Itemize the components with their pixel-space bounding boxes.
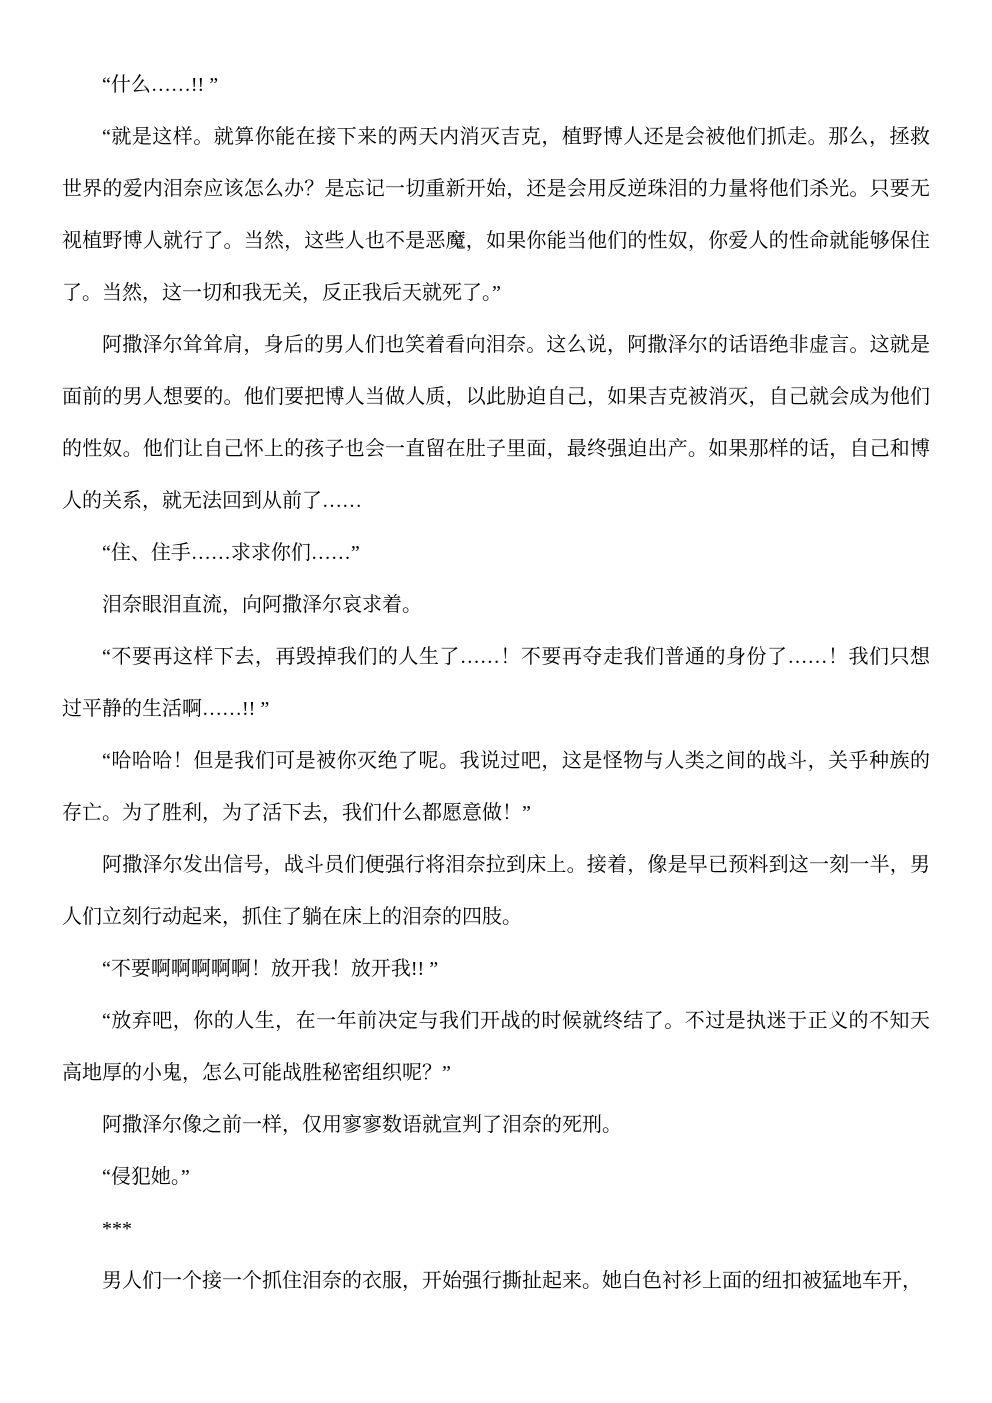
paragraph-narration: 阿撒泽尔发出信号，战斗员们便强行将泪奈拉到床上。接着，像是早已预料到这一刻一半，男人们立刻行动起来，抓住了躺在床上的泪奈的四肢。	[62, 854, 930, 928]
paragraph-dialogue: “不要啊啊啊啊啊！放开我！放开我!! ”	[102, 958, 439, 980]
paragraph-narration: 阿撒泽尔像之前一样，仅用寥寥数语就宣判了泪奈的死刑。	[102, 1114, 622, 1136]
paragraph-dialogue: “放弃吧，你的人生，在一年前决定与我们开战的时候就终结了。不过是执迷于正义的不知天高地厚的小鬼，怎么可能战胜秘密组织呢？”	[62, 1010, 930, 1084]
paragraph-dialogue: “侵犯她。”	[102, 1166, 190, 1188]
paragraph-dialogue: “住、住手……求求你们……”	[102, 542, 360, 564]
section-separator: ***	[102, 1218, 132, 1240]
paragraph-narration: 男人们一个接一个抓住泪奈的衣服，开始强行撕扯起来。她白色衬衫上面的纽扣被猛地车开，	[102, 1270, 922, 1292]
paragraph-dialogue: “什么……!! ”	[102, 74, 219, 96]
paragraph-dialogue: “不要再这样下去，再毁掉我们的人生了……！不要再夺走我们普通的身份了……！我们只想过平静的生活啊……!! ”	[62, 646, 930, 720]
text-body	[62, 59, 930, 1307]
paragraph-narration: 阿撒泽尔耸耸肩，身后的男人们也笑着看向泪奈。这么说，阿撒泽尔的话语绝非虚言。这就是面前的男人想要的。他们要把博人当做人质，以此胁迫自己，如果吉克被消灭，自己就会成为他们的性奴。他们让自己怀上的孩子也会一直留在肚子里面，最终强迫出产。如果那样的话，自己和博人的关系，就无法回到从前了……	[62, 334, 930, 512]
paragraph-dialogue: “就是这样。就算你能在接下来的两天内消灭吉克，植野博人还是会被他们抓走。那么，拯救世界的爱内泪奈应该怎么办？是忘记一切重新开始，还是会用反逆珠泪的力量将他们杀光。只要无视植野博人就行了。当然，这些人也不是恶魔，如果你能当他们的性奴，你爱人的性命就能够保住了。当然，这一切和我无关，反正我后天就死了。”	[62, 126, 930, 304]
paragraph-narration: 泪奈眼泪直流，向阿撒泽尔哀求着。	[102, 594, 422, 616]
paragraph-dialogue: “哈哈哈！但是我们可是被你灭绝了呢。我说过吧，这是怪物与人类之间的战斗，关乎种族的存亡。为了胜利，为了活下去，我们什么都愿意做！”	[62, 750, 930, 824]
